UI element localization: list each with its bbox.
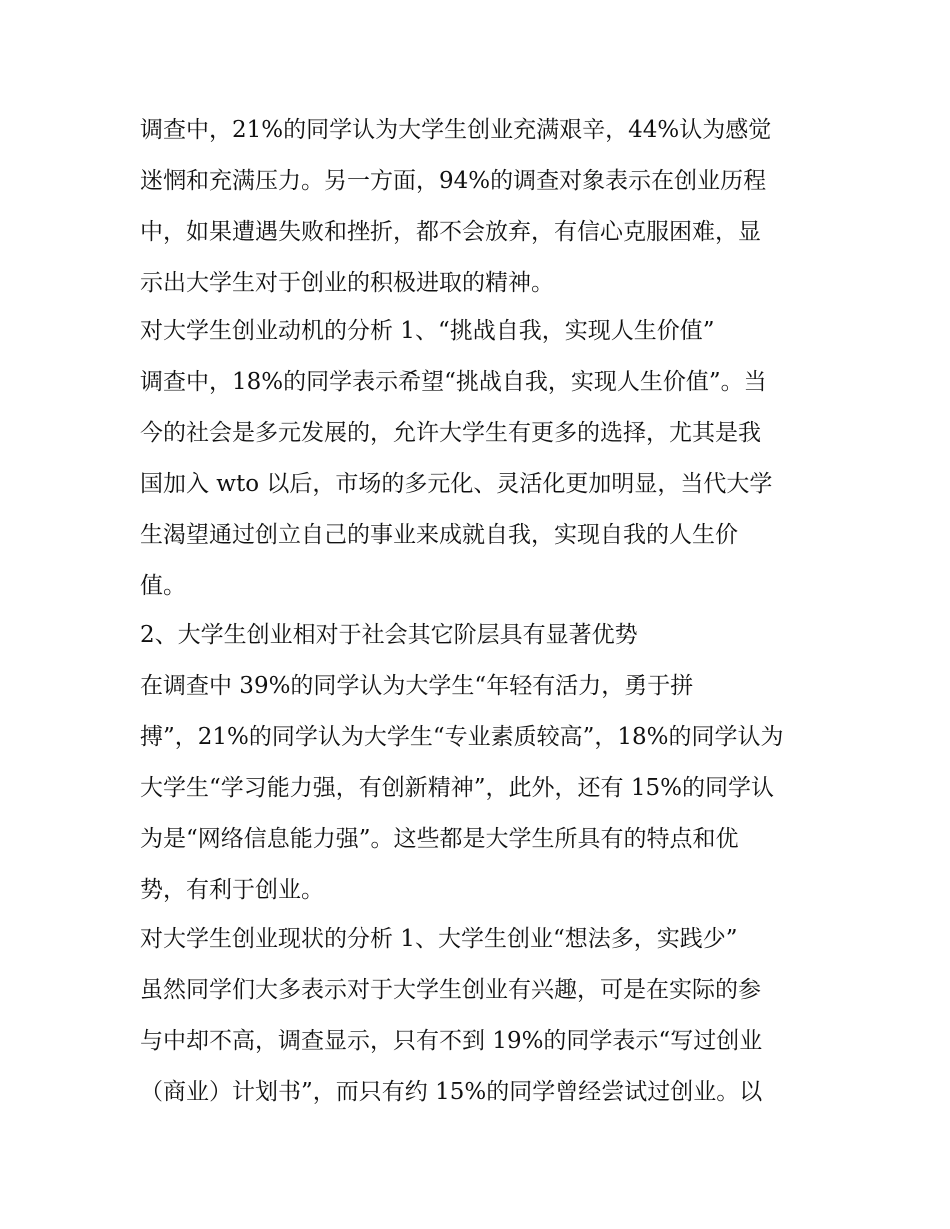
text-line: 生渴望通过创立自己的事业来成就自我，实现自我的人生价	[140, 522, 738, 548]
text-line: 对大学生创业动机的分析 1、“挑战自我，实现人生价值”	[140, 318, 715, 344]
text-line: 为是“网络信息能力强”。这些都是大学生所具有的特点和优	[140, 826, 739, 852]
text-line: 与中却不高，调查显示，只有不到 19%的同学表示“写过创业	[140, 1028, 763, 1054]
text-line: 调查中，21%的同学认为大学生创业充满艰辛，44%认为感觉	[140, 117, 772, 143]
section-heading: 对大学生创业现状的分析 1、大学生创业“想法多，实践少”	[140, 926, 738, 952]
text-line: 值。	[140, 573, 186, 599]
text-line: 今的社会是多元发展的，允许大学生有更多的选择，尤其是我	[140, 420, 761, 446]
text-line: 中，如果遭遇失败和挫折，都不会放弃，有信心克服困难，显	[140, 219, 761, 245]
text-line: 势，有利于创业。	[140, 877, 324, 903]
text-line: （商业）计划书”，而只有约 15%的同学曾经尝试过创业。以	[140, 1079, 763, 1105]
section-heading: 2、大学生创业相对于社会其它阶层具有显著优势	[140, 622, 638, 648]
text-line: 调查中，18%的同学表示希望“挑战自我，实现人生价值”。当	[140, 369, 767, 395]
text-line: 大学生“学习能力强，有创新精神”，此外，还有 15%的同学认	[140, 775, 774, 801]
text-line: 迷惘和充满压力。另一方面，94%的调查对象表示在创业历程	[140, 168, 767, 194]
text-line: 示出大学生对于创业的积极进取的精神。	[140, 270, 554, 296]
text-line: 虽然同学们大多表示对于大学生创业有兴趣，可是在实际的参	[140, 977, 761, 1003]
text-line: 搏”，21%的同学认为大学生“专业素质较高”，18%的同学认为	[140, 724, 784, 750]
text-line: 国加入 wto 以后，市场的多元化、灵活化更加明显，当代大学	[140, 471, 773, 497]
text-line: 在调查中 39%的同学认为大学生“年轻有活力，勇于拼	[140, 673, 694, 699]
